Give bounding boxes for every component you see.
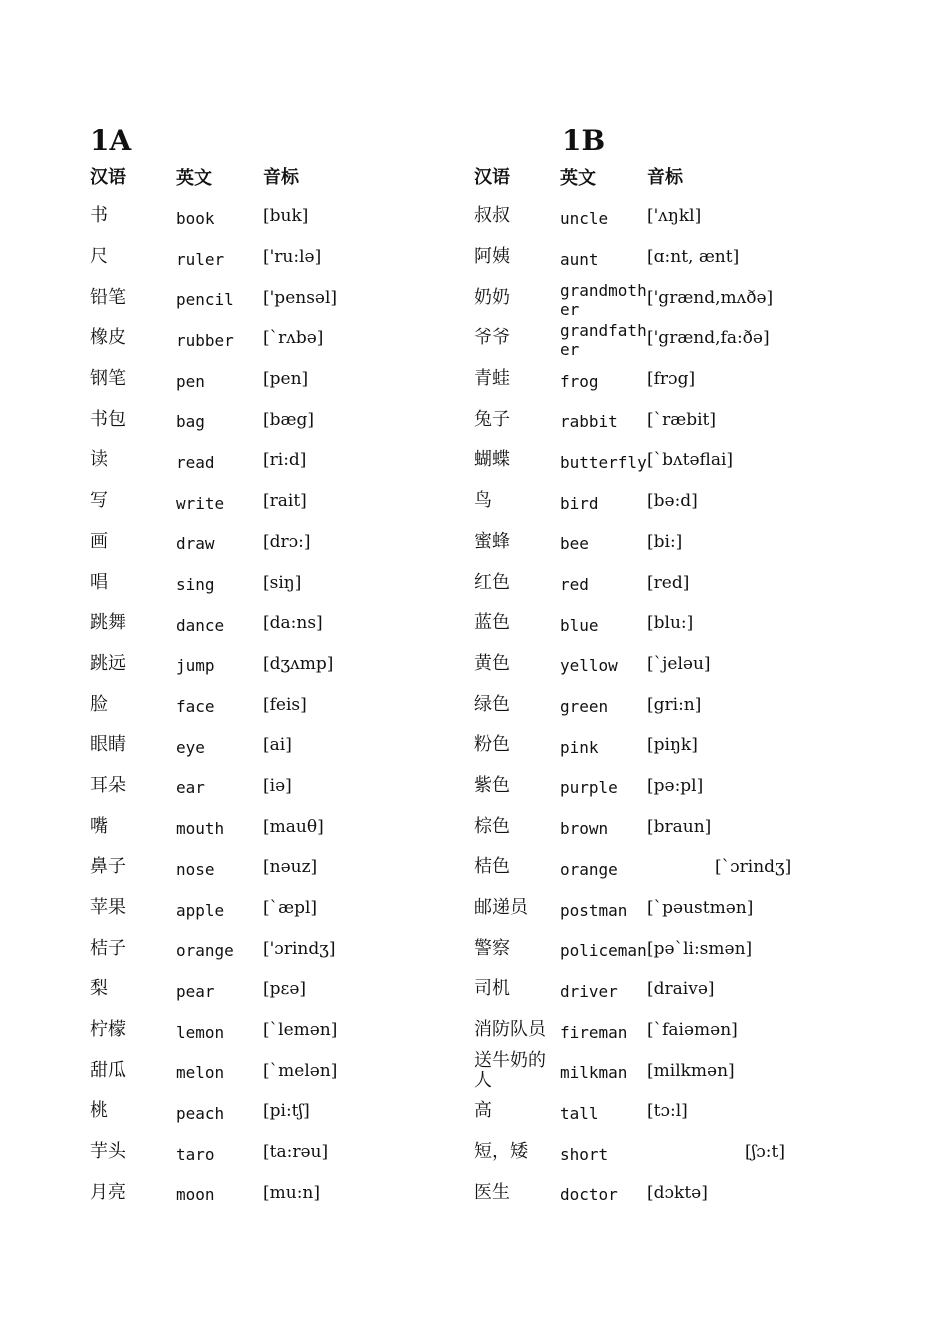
english-word: mouth [176, 819, 225, 839]
chinese-word: 医生 [474, 1181, 510, 1203]
english-word: ruler [176, 249, 225, 269]
chinese-word: 爷爷 [474, 327, 510, 349]
vocab-list [90, 196, 470, 1213]
chinese-word: 眼睛 [90, 734, 126, 756]
vocab-row [474, 684, 894, 725]
english-word: sing [176, 575, 215, 595]
english-word: pen [176, 371, 205, 391]
phonetic-transcription: ['grænd,fa:ðə] [647, 328, 770, 349]
phonetic-transcription: [draivə] [647, 979, 715, 1000]
phonetic-transcription: [ta:rəu] [263, 1142, 329, 1163]
vocab-row [474, 237, 894, 278]
vocab-row [90, 440, 470, 481]
chinese-word: 脸 [90, 693, 108, 715]
english-word: uncle [560, 208, 609, 228]
header-chinese: 汉语 [90, 167, 126, 188]
phonetic-transcription: [pi:tʃ] [263, 1101, 310, 1122]
english-word: red [560, 575, 589, 595]
phonetic-transcription: [red] [647, 572, 690, 593]
phonetic-transcription: [ɑ:nt, ænt] [647, 247, 740, 268]
phonetic-transcription: [bi:] [647, 531, 683, 552]
phonetic-transcription: [ai] [263, 735, 292, 756]
phonetic-transcription: [da:ns] [263, 613, 323, 634]
english-word: melon [176, 1063, 225, 1083]
english-word: blue [560, 615, 599, 635]
vocab-row [474, 969, 894, 1010]
english-word: pink [560, 737, 599, 757]
vocab-row [474, 928, 894, 969]
chinese-word: 甜瓜 [90, 1059, 126, 1081]
phonetic-transcription: ['pensəl] [263, 287, 338, 308]
english-word: read [176, 452, 215, 472]
vocab-row [474, 1132, 894, 1173]
chinese-word: 叔叔 [474, 205, 510, 227]
english-word: moon [176, 1185, 215, 1205]
english-word: book [176, 208, 215, 228]
english-word: grandfather [560, 321, 647, 360]
vocab-row [90, 644, 470, 685]
chinese-word: 柠檬 [90, 1019, 126, 1041]
vocab-row [474, 806, 894, 847]
vocab-row [474, 522, 894, 563]
chinese-word: 跳舞 [90, 612, 126, 634]
english-word: dance [176, 615, 225, 635]
english-word: bird [560, 493, 599, 513]
english-word: pear [176, 981, 215, 1001]
phonetic-transcription: ['ʌŋkl] [647, 206, 702, 227]
chinese-word: 高 [474, 1100, 492, 1122]
chinese-word: 梨 [90, 978, 108, 1000]
vocab-row [90, 928, 470, 969]
phonetic-transcription: [`jeləu] [647, 653, 711, 674]
vocab-row [474, 766, 894, 807]
phonetic-transcription: [blu:] [647, 613, 694, 634]
english-word: milkman [560, 1063, 628, 1083]
english-word: draw [176, 534, 215, 554]
vocab-row [90, 359, 470, 400]
header-phonetic: 音标 [263, 167, 299, 188]
header-chinese: 汉语 [474, 167, 510, 188]
vocab-row [474, 888, 894, 929]
phonetic-transcription: [pə`li:smən] [647, 938, 753, 959]
vocab-row [90, 1010, 470, 1051]
phonetic-transcription: [siŋ] [263, 572, 302, 593]
header-english: 英文 [176, 167, 212, 189]
phonetic-transcription: ['ɔrindʒ] [263, 938, 336, 959]
column-header-row [90, 160, 470, 196]
vocab-row [90, 1050, 470, 1091]
chinese-word: 月亮 [90, 1181, 126, 1203]
vocab-row [90, 1132, 470, 1173]
vocab-row [474, 277, 894, 318]
english-word: orange [560, 859, 618, 879]
chinese-word: 兔子 [474, 408, 510, 430]
vocab-row [90, 969, 470, 1010]
chinese-word: 书 [90, 205, 108, 227]
english-word: policeman [560, 941, 647, 961]
chinese-word: 苹果 [90, 897, 126, 919]
vocab-row [90, 399, 470, 440]
english-word: yellow [560, 656, 618, 676]
phonetic-transcription: [`faiəmən] [647, 1020, 738, 1041]
phonetic-transcription: ['grænd,mʌðə] [647, 287, 774, 308]
phonetic-transcription: [`bʌtəflai] [647, 450, 734, 471]
phonetic-transcription: [frɔg] [647, 369, 696, 390]
english-word: peach [176, 1103, 225, 1123]
chinese-word: 唱 [90, 571, 108, 593]
section-title: 1A [90, 124, 132, 157]
chinese-word: 红色 [474, 571, 510, 593]
english-word: ear [176, 778, 205, 798]
english-word: jump [176, 656, 215, 676]
chinese-word: 芋头 [90, 1141, 126, 1163]
chinese-word: 写 [90, 490, 108, 512]
vocab-row [474, 440, 894, 481]
phonetic-transcription: [milkmən] [647, 1060, 735, 1081]
phonetic-transcription: [`ræbit] [647, 409, 717, 430]
vocab-row [474, 1091, 894, 1132]
vocab-row [474, 481, 894, 522]
phonetic-transcription: [pə:pl] [647, 775, 704, 796]
phonetic-transcription: [braun] [647, 816, 712, 837]
vocab-row [90, 1173, 470, 1214]
chinese-word: 奶奶 [474, 286, 510, 308]
chinese-word: 阿姨 [474, 246, 510, 268]
vocab-row [90, 318, 470, 359]
chinese-word: 青蛙 [474, 368, 510, 390]
chinese-word: 桔子 [90, 937, 126, 959]
chinese-word: 消防队员 [474, 1019, 546, 1041]
chinese-word: 画 [90, 530, 108, 552]
phonetic-transcription: [`rʌbə] [263, 328, 324, 349]
english-word: apple [176, 900, 225, 920]
english-word: driver [560, 981, 618, 1001]
vocab-row [474, 196, 894, 237]
phonetic-transcription: [bə:d] [647, 491, 698, 512]
column-header-row [474, 160, 894, 196]
chinese-word: 铅笔 [90, 286, 126, 308]
chinese-word: 鸟 [474, 490, 492, 512]
vocab-row [90, 237, 470, 278]
english-word: grandmother [560, 280, 647, 319]
vocab-row [474, 725, 894, 766]
chinese-word: 粉色 [474, 734, 510, 756]
english-word: nose [176, 859, 215, 879]
section-title: 1B [562, 124, 606, 157]
chinese-word: 黄色 [474, 652, 510, 674]
vocab-row [90, 888, 470, 929]
vocab-row [474, 1050, 894, 1091]
vocab-row [474, 603, 894, 644]
chinese-word: 钢笔 [90, 368, 126, 390]
phonetic-transcription: [buk] [263, 206, 309, 227]
chinese-word: 蜜蜂 [474, 530, 510, 552]
english-word: bag [176, 412, 205, 432]
chinese-word: 司机 [474, 978, 510, 1000]
english-word: taro [176, 1144, 215, 1164]
phonetic-transcription: [drɔ:] [263, 531, 311, 552]
vocab-row [474, 359, 894, 400]
chinese-word: 桃 [90, 1100, 108, 1122]
english-word: rubber [176, 330, 234, 350]
phonetic-transcription: [bæg] [263, 409, 315, 430]
phonetic-transcription: [pen] [263, 369, 309, 390]
phonetic-transcription: ['ru:lə] [263, 247, 322, 268]
vocab-section-1a [90, 122, 470, 1213]
chinese-word: 书包 [90, 408, 126, 430]
english-word: eye [176, 737, 205, 757]
english-word: write [176, 493, 225, 513]
english-word: bee [560, 534, 589, 554]
vocab-row [474, 399, 894, 440]
english-word: frog [560, 371, 599, 391]
vocab-row [90, 766, 470, 807]
chinese-word: 蓝色 [474, 612, 510, 634]
english-word: butterfly [560, 452, 647, 472]
vocab-row [90, 725, 470, 766]
phonetic-transcription: [`pəustmən] [647, 898, 754, 919]
phonetic-transcription: [`ɔrindʒ] [715, 857, 792, 878]
vocab-row [90, 847, 470, 888]
chinese-word: 紫色 [474, 774, 510, 796]
english-word: brown [560, 819, 609, 839]
chinese-word: 警察 [474, 937, 510, 959]
chinese-word: 跳远 [90, 652, 126, 674]
chinese-word: 蝴蝶 [474, 449, 510, 471]
vocab-row [474, 562, 894, 603]
vocab-row [474, 1010, 894, 1051]
chinese-word: 鼻子 [90, 856, 126, 878]
vocab-section-1b [474, 122, 894, 1213]
header-phonetic: 音标 [647, 167, 683, 188]
phonetic-transcription: [tɔ:l] [647, 1101, 688, 1122]
vocab-row [90, 481, 470, 522]
english-word: tall [560, 1103, 599, 1123]
chinese-word: 棕色 [474, 815, 510, 837]
chinese-word: 嘴 [90, 815, 108, 837]
english-word: short [560, 1144, 609, 1164]
phonetic-transcription: [`æpl] [263, 898, 318, 919]
phonetic-transcription: [pεə] [263, 979, 307, 1000]
english-word: orange [176, 941, 234, 961]
chinese-word: 送牛奶的人 [474, 1049, 546, 1091]
english-word: aunt [560, 249, 599, 269]
english-word: lemon [176, 1022, 225, 1042]
english-word: doctor [560, 1185, 618, 1205]
phonetic-transcription: [`melən] [263, 1060, 338, 1081]
vocab-row [90, 806, 470, 847]
vocab-row [474, 847, 894, 888]
vocab-row [90, 277, 470, 318]
vocab-row [90, 196, 470, 237]
phonetic-transcription: [ri:d] [263, 450, 307, 471]
english-word: purple [560, 778, 618, 798]
phonetic-transcription: [mu:n] [263, 1182, 321, 1203]
phonetic-transcription: [nəuz] [263, 857, 318, 878]
chinese-word: 尺 [90, 246, 108, 268]
chinese-word: 邮递员 [474, 897, 528, 919]
vocab-row [474, 644, 894, 685]
vocab-row [474, 318, 894, 359]
phonetic-transcription: [piŋk] [647, 735, 698, 756]
phonetic-transcription: [gri:n] [647, 694, 702, 715]
chinese-word: 绿色 [474, 693, 510, 715]
english-word: postman [560, 900, 628, 920]
vocab-row [90, 1091, 470, 1132]
vocab-row [90, 603, 470, 644]
phonetic-transcription: [feis] [263, 694, 307, 715]
phonetic-transcription: [ʃɔ:t] [745, 1142, 785, 1163]
phonetic-transcription: [iə] [263, 775, 292, 796]
phonetic-transcription: [`lemən] [263, 1020, 338, 1041]
phonetic-transcription: [dɔktə] [647, 1182, 708, 1203]
vocab-row [90, 562, 470, 603]
phonetic-transcription: [dʒʌmp] [263, 653, 334, 674]
english-word: pencil [176, 290, 234, 310]
chinese-word: 短，矮 [474, 1141, 528, 1163]
phonetic-transcription: [rait] [263, 491, 307, 512]
chinese-word: 桔色 [474, 856, 510, 878]
english-word: face [176, 697, 215, 717]
chinese-word: 读 [90, 449, 108, 471]
english-word: fireman [560, 1022, 628, 1042]
phonetic-transcription: [mauθ] [263, 816, 324, 837]
english-word: green [560, 697, 609, 717]
vocab-row [90, 522, 470, 563]
english-word: rabbit [560, 412, 618, 432]
header-english: 英文 [560, 167, 596, 189]
chinese-word: 耳朵 [90, 774, 126, 796]
chinese-word: 橡皮 [90, 327, 126, 349]
vocab-row [474, 1173, 894, 1214]
vocab-row [90, 684, 470, 725]
vocab-list [474, 196, 894, 1213]
